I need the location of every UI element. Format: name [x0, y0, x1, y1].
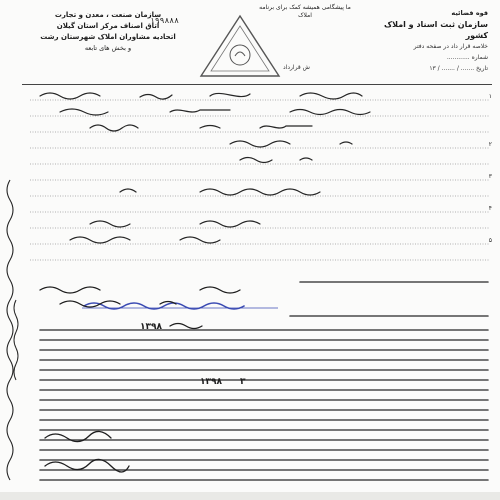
- section-number: ۳: [488, 173, 492, 180]
- margin-handwriting: [0, 170, 22, 490]
- section-number: ۱: [488, 93, 492, 100]
- ministry-line: سازمان صنعت ، معدن و تجارت: [54, 11, 162, 19]
- office-line: خلاصه قرار داد در صفحه دفتر: [413, 43, 488, 50]
- section-number: ۵: [488, 237, 492, 244]
- contract-meta: ش قرارداد: [283, 64, 310, 71]
- section-number: ۲: [488, 141, 492, 148]
- chamber-line: اتاق اصناف مرکز استان گیلان: [56, 22, 160, 30]
- printed-paragraphs: [0, 276, 500, 492]
- stamp-caption: ما پیشگامی همیشه کمک برای برنامه املاک: [259, 4, 351, 19]
- handwritten-month: ۳: [240, 377, 246, 387]
- date-label: تاریخ: [476, 65, 488, 72]
- handwritten-fields: [0, 86, 500, 276]
- union-line: اتحادیه مشاوران املاک شهرستان رشت: [40, 33, 176, 41]
- organization-title: سازمان ثبت اسناد و املاک کشور: [383, 20, 488, 40]
- serial-label: شماره: [471, 54, 488, 61]
- header-divider: [22, 84, 492, 85]
- handwritten-year: ۱۳۹۸: [140, 322, 162, 332]
- header-right: قوه قضائیه سازمان ثبت اسناد و املاک کشور خلاصه قرار داد در صفحه دفتر شماره ............ تاریخ ....... / ....... / ۱۳: [368, 8, 488, 74]
- year-prefix: ۱۳: [429, 65, 436, 72]
- triangle-stamp-icon: [195, 10, 285, 82]
- serial-number: ۱۹۹۸۸۸: [150, 16, 179, 25]
- page-footer-edge: [0, 492, 500, 500]
- handwritten-year: ۱۳۹۸: [200, 377, 222, 387]
- districts-line: و بخش های تابعه: [84, 44, 132, 52]
- judiciary-title: قوه قضائیه: [451, 9, 488, 17]
- section-number: ۴: [488, 205, 492, 212]
